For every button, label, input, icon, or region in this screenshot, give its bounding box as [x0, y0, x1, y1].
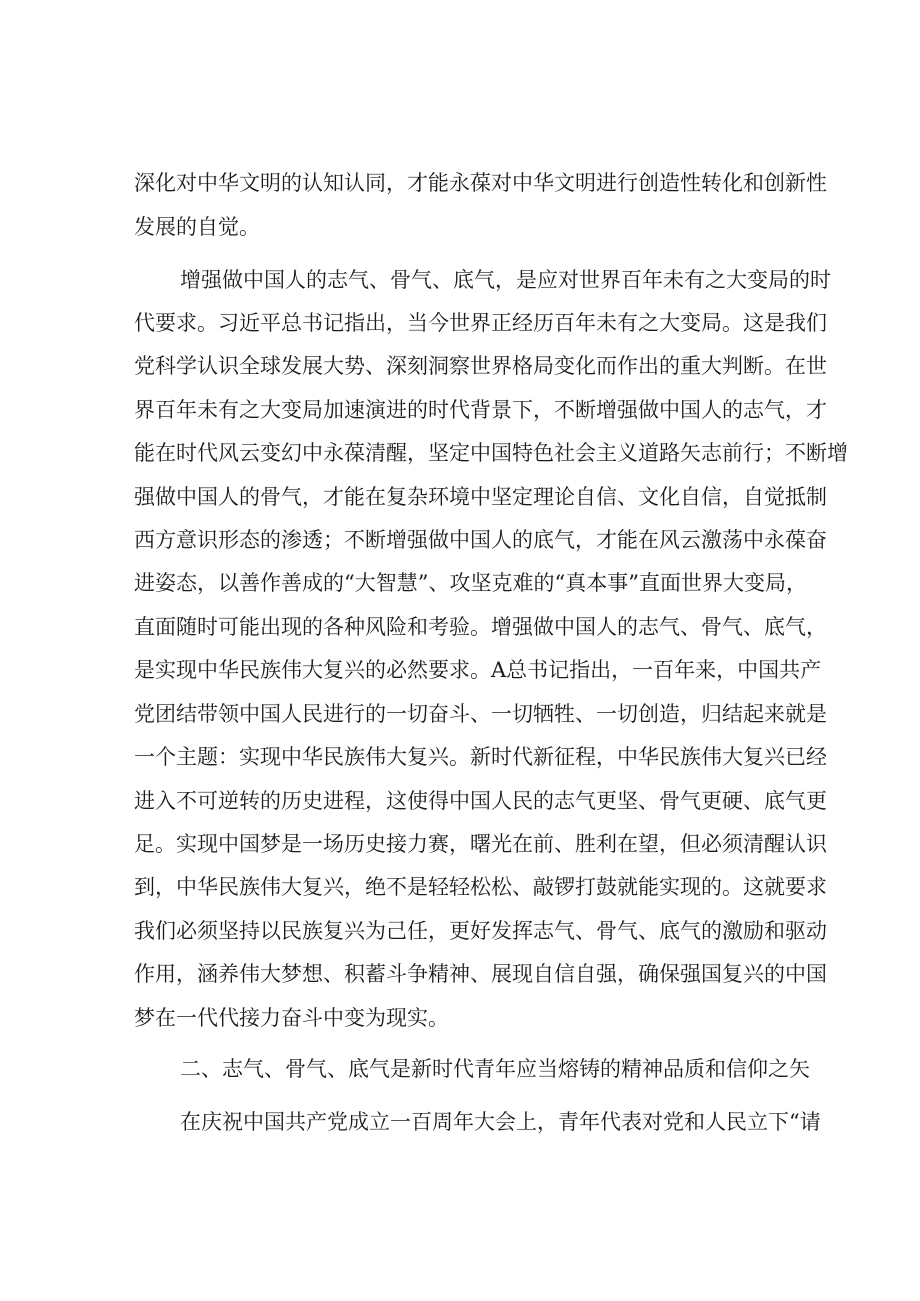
paragraph-line: 进入不可逆转的历史进程，这使得中国人民的志气更坚、骨气更硬、底气更 — [134, 789, 827, 813]
paragraph-line: 深化对中华文明的认知认同，才能永葆对中华文明进行创造性转化和创新性 — [134, 171, 827, 195]
paragraph-line: 界百年未有之大变局加速演进的时代背景下，不断增强做中国人的志气，才 — [134, 398, 827, 422]
paragraph-line: 发展的自觉。 — [134, 215, 260, 239]
paragraph-line: 在庆祝中国共产党成立一百周年大会上，青年代表对党和人民立下“请 — [180, 1110, 821, 1134]
paragraph-line: 足。实现中国梦是一场历史接力赛，曙光在前、胜利在望，但必须清醒认识 — [134, 832, 827, 856]
paragraph-line: 一个主题：实现中华民族伟大复兴。新时代新征程，中华民族伟大复兴已经 — [134, 745, 827, 769]
paragraph-line: 梦在一代代接力奋斗中变为现实。 — [134, 1006, 449, 1030]
paragraph-line: 党科学认识全球发展大势、深刻洞察世界格局变化而作出的重大判断。在世 — [134, 354, 827, 378]
paragraph-line: 西方意识形态的渗透；不断增强做中国人的底气，才能在风云激荡中永葆奋 — [134, 528, 827, 552]
paragraph-line: 能在时代风云变幻中永葆清醒，坚定中国特色社会主义道路矢志前行；不断增 — [134, 441, 848, 465]
paragraph-line: 强做中国人的骨气，才能在复杂环境中坚定理论自信、文化自信，自觉抵制 — [134, 485, 827, 509]
paragraph-line: 代要求。习近平总书记指出，当今世界正经历百年未有之大变局。这是我们 — [134, 311, 827, 335]
paragraph-line: 到，中华民族伟大复兴，绝不是轻轻松松、敲锣打鼓就能实现的。这就要求 — [134, 875, 827, 899]
paragraph-line: 是实现中华民族伟大复兴的必然要求。A总书记指出，一百年来，中国共产 — [134, 658, 822, 682]
paragraph-line: 我们必须坚持以民族复兴为己任，更好发挥志气、骨气、底气的激励和驱动 — [134, 919, 827, 943]
paragraph-line: 进姿态，以善作善成的“大智慧”、攻坚克难的“真本事”直面世界大变局， — [134, 571, 807, 595]
paragraph-line: 增强做中国人的志气、骨气、底气，是应对世界百年未有之大变局的时 — [180, 268, 831, 292]
section-heading: 二、志气、骨气、底气是新时代青年应当熔铸的精神品质和信仰之矢 — [180, 1057, 810, 1081]
paragraph-line: 直面随时可能出现的各种风险和考验。增强做中国人的志气、骨气、底气， — [134, 615, 827, 639]
paragraph-line: 党团结带领中国人民进行的一切奋斗、一切牺牲、一切创造，归结起来就是 — [134, 702, 827, 726]
paragraph-line: 作用，涵养伟大梦想、积蓄斗争精神、展现自信自强，确保强国复兴的中国 — [134, 962, 827, 986]
